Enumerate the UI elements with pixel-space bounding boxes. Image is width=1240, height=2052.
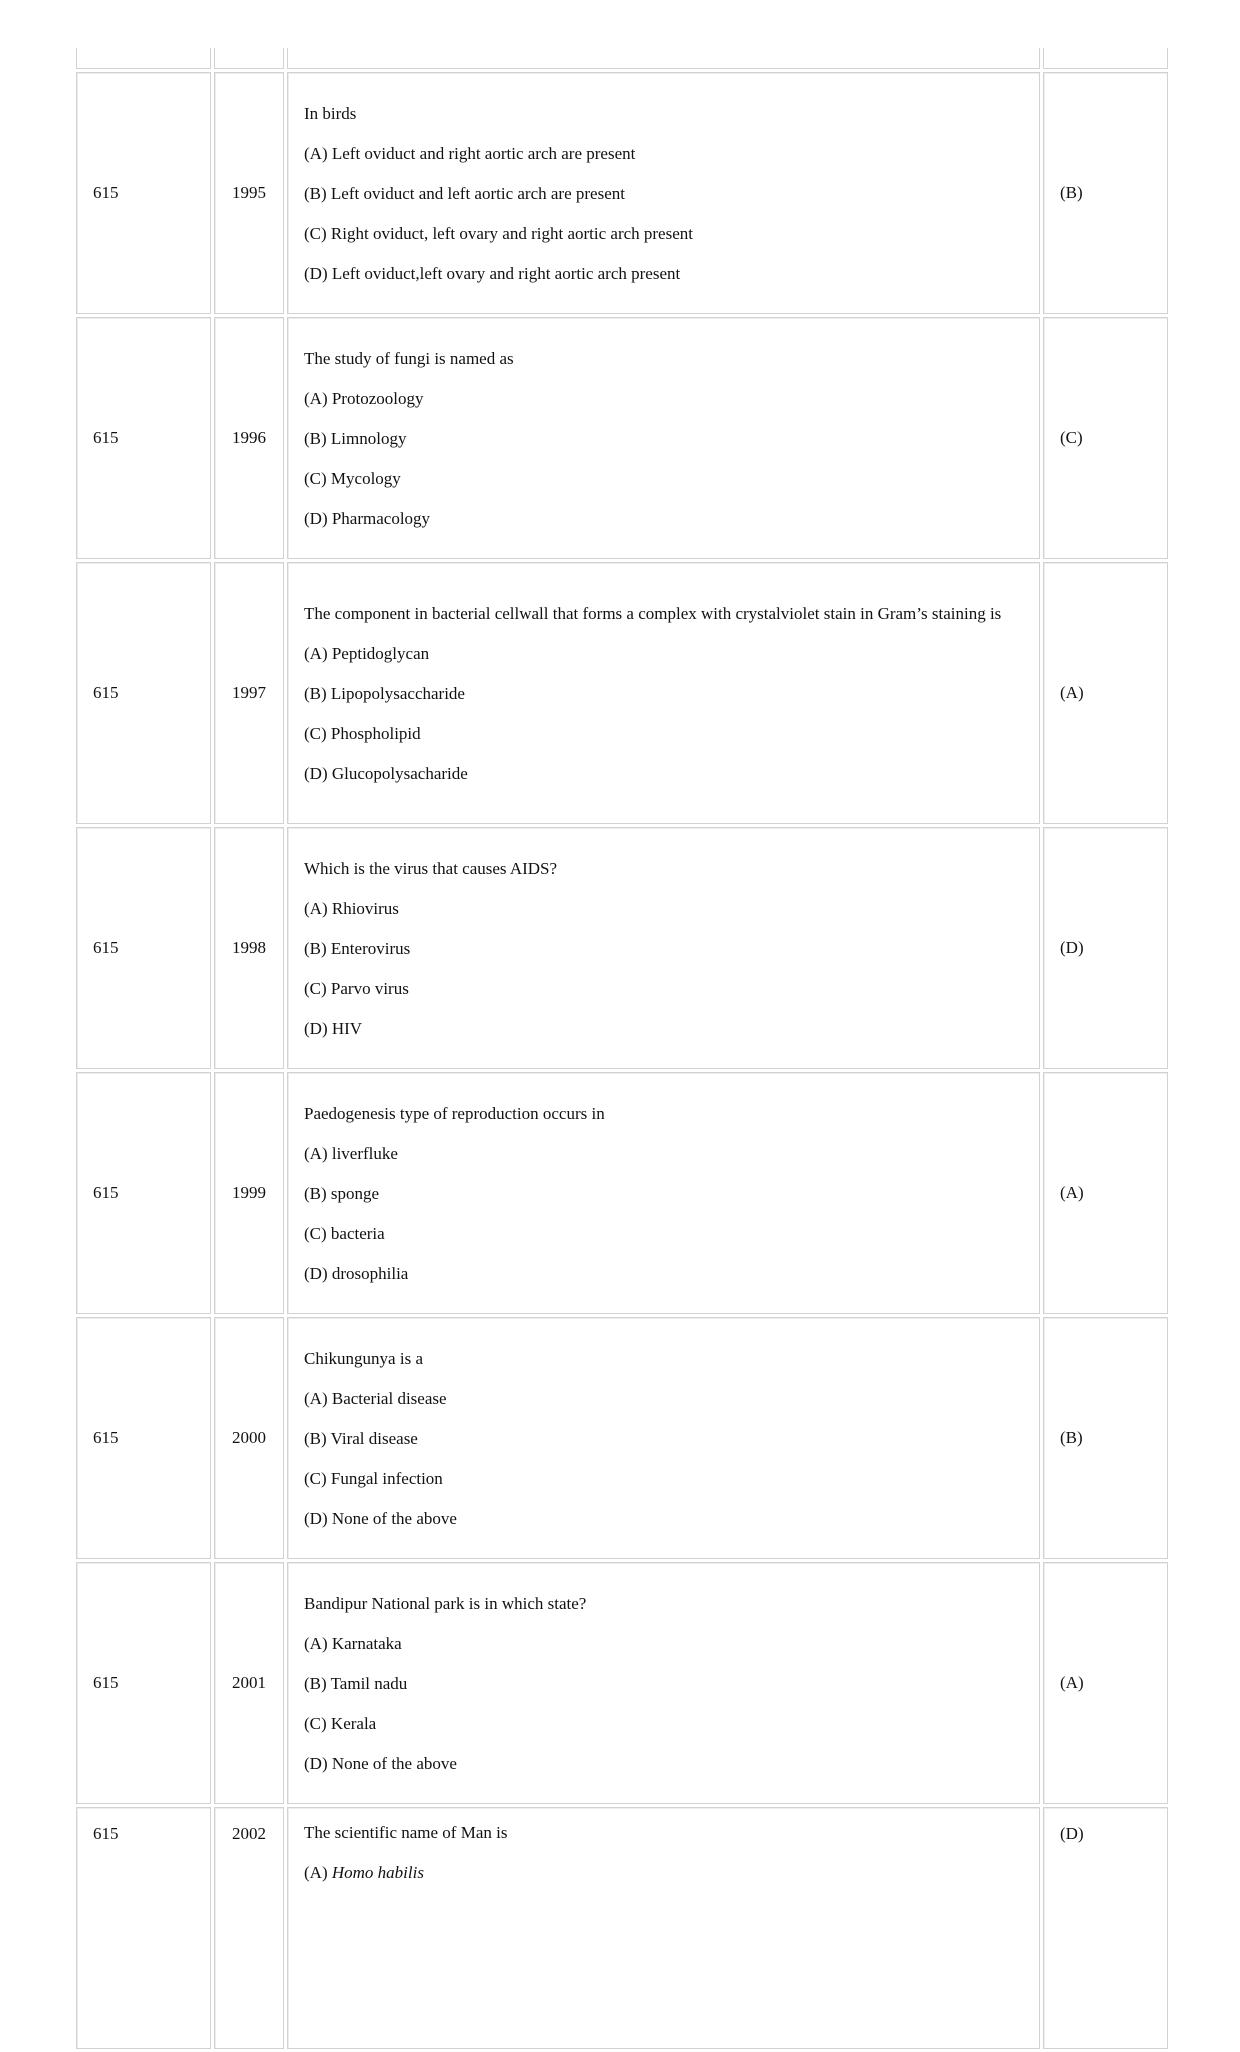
answer-key: (A): [1043, 1072, 1168, 1314]
paper-code: 615: [76, 1562, 211, 1804]
table-row: [76, 1807, 1168, 2049]
option-d: (D) None of the above: [304, 1754, 457, 1773]
option-c: (C) Mycology: [304, 469, 401, 488]
question-cell: [287, 562, 1040, 824]
table-row: [76, 827, 1168, 1069]
paper-code: 615: [76, 1072, 211, 1314]
paper-code: 615: [76, 562, 211, 824]
option-b: (B) Viral disease: [304, 1429, 418, 1448]
option-b: (B) Lipopolysaccharide: [304, 684, 465, 703]
option-c: (C) Phospholipid: [304, 724, 421, 743]
question-text: Bandipur National park is in which state?: [304, 1594, 587, 1613]
option-a: (A) Rhiovirus: [304, 899, 399, 918]
option-d: (D) drosophilia: [304, 1264, 409, 1283]
question-number: 1996: [214, 317, 284, 559]
option-c: (C) Kerala: [304, 1714, 377, 1733]
option-c: (C) Parvo virus: [304, 979, 409, 998]
question-sheet: [73, 0, 1168, 1882]
option-a: [304, 1863, 1021, 1883]
option-d: (D) HIV: [304, 1019, 363, 1038]
option-a: (A) Bacterial disease: [304, 1389, 447, 1408]
question-number: 1999: [214, 1072, 284, 1314]
question-number: 2001: [214, 1562, 284, 1804]
question-number: 1998: [214, 827, 284, 1069]
answer-key: (C): [1043, 317, 1168, 559]
option-a: (A) Left oviduct and right aortic arch are present: [304, 144, 636, 163]
question-number: 2002: [214, 1807, 284, 2049]
question-text: In birds: [304, 104, 357, 123]
option-d: (D) Pharmacology: [304, 509, 431, 528]
paper-code: 615: [76, 72, 211, 314]
question-cell: [287, 317, 1040, 559]
table-row: [76, 1072, 1168, 1314]
table-row: [76, 72, 1168, 314]
answer-key: (D): [1043, 1807, 1168, 2049]
answer-key: (A): [1043, 1562, 1168, 1804]
paper-code: 615: [76, 827, 211, 1069]
option-b: (B) Left oviduct and left aortic arch are present: [304, 184, 625, 203]
question-cell: [287, 1317, 1040, 1559]
table-row: [76, 562, 1168, 824]
question-text: The scientific name of Man is: [304, 1823, 508, 1842]
option-a: (A) liverfluke: [304, 1144, 398, 1163]
question-cell: [287, 1562, 1040, 1804]
paper-code: 615: [76, 317, 211, 559]
table-row: [76, 1317, 1168, 1559]
table-row: [76, 317, 1168, 559]
question-text: Paedogenesis type of reproduction occurs in: [304, 1104, 605, 1123]
option-a: (A) Karnataka: [304, 1634, 402, 1653]
option-a: (A) Peptidoglycan: [304, 644, 430, 663]
option-c: (C) Fungal infection: [304, 1469, 443, 1488]
question-text: The component in bacterial cellwall that forms a complex with crystalviolet stain in Gram’s staining is: [304, 604, 1002, 623]
question-number: 1995: [214, 72, 284, 314]
option-b: (B) Enterovirus: [304, 939, 411, 958]
option-b: (B) Tamil nadu: [304, 1674, 408, 1693]
answer-key: (B): [1043, 72, 1168, 314]
question-cell: [287, 1807, 1040, 2049]
option-a-prefix: (A): [304, 1863, 328, 1882]
table-row: [76, 1562, 1168, 1804]
paper-code: 615: [76, 1807, 211, 2049]
question-text: The study of fungi is named as: [304, 349, 514, 368]
answer-key: (B): [1043, 1317, 1168, 1559]
option-b: (B) Limnology: [304, 429, 407, 448]
question-text: Which is the virus that causes AIDS?: [304, 859, 558, 878]
question-text: Chikungunya is a: [304, 1349, 423, 1368]
option-d: (D) None of the above: [304, 1509, 457, 1528]
table-row-stub: [76, 48, 1168, 69]
option-a: (A) Protozoology: [304, 389, 424, 408]
option-c: (C) bacteria: [304, 1224, 385, 1243]
paper-code: 615: [76, 1317, 211, 1559]
answer-key: (A): [1043, 562, 1168, 824]
question-cell: [287, 72, 1040, 314]
option-c: (C) Right oviduct, left ovary and right aortic arch present: [304, 224, 693, 243]
question-table: [73, 45, 1171, 2052]
option-d: (D) Glucopolysacharide: [304, 764, 468, 783]
question-cell: [287, 1072, 1040, 1314]
question-number: 1997: [214, 562, 284, 824]
question-cell: [287, 827, 1040, 1069]
option-a-species: Homo habilis: [331, 1863, 424, 1882]
answer-key: (D): [1043, 827, 1168, 1069]
option-b: (B) sponge: [304, 1184, 380, 1203]
question-number: 2000: [214, 1317, 284, 1559]
option-d: (D) Left oviduct,left ovary and right aortic arch present: [304, 264, 681, 283]
